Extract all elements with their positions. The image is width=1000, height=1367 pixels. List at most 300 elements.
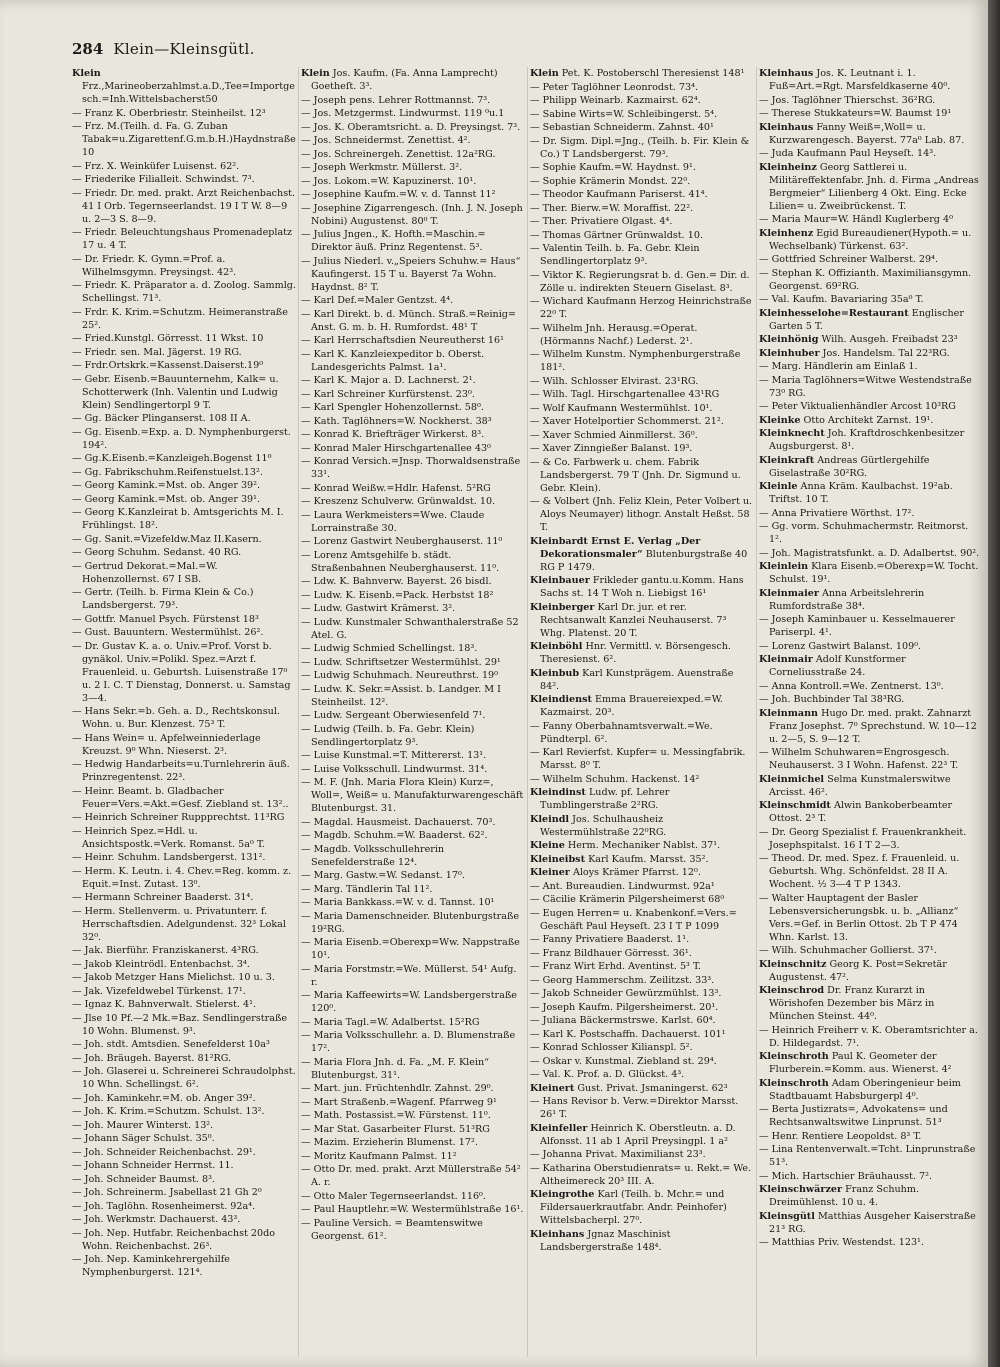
entry-text: — Joseph Kaufm. Pilgersheimerst. 20¹. (530, 1001, 719, 1013)
directory-entry (759, 121, 980, 147)
entry-surname: Kleinlein (759, 561, 809, 572)
entry-text: Frz.,Marineoberzahlmst.a.D.,Tee=Importgesch.=Inh.Wittelsbacherst50 (82, 81, 295, 105)
entry-text: — Franz Bildhauer Görresst. 36¹. (530, 947, 692, 959)
entry-surname: Kleindienst (530, 694, 592, 705)
entry-text: — Ther. Privatiere Olgast. 4⁴. (530, 216, 673, 227)
directory-entry (301, 896, 525, 909)
directory-entry (759, 560, 980, 586)
entry-text: — Xaver Hotelportier Schommerst. 21². (530, 416, 724, 427)
entry-surname: Klein (301, 68, 330, 79)
directory-entry (301, 535, 525, 548)
directory-entry (72, 120, 296, 159)
directory-entry (759, 347, 980, 360)
entry-text: — Dr. Georg Spezialist f. Frauenkrankheit. Josephspitalst. 16 I T 2—3. (759, 826, 967, 851)
entry-text: — Georg Hammerschm. Zeilitzst. 33³. (530, 974, 715, 986)
entry-text: — Lorenz Gastwirt Neuberghauserst. 11⁰ (301, 536, 503, 547)
entry-surname: Kleinschroth (759, 1077, 829, 1089)
directory-entry (301, 683, 525, 709)
directory-entry (530, 81, 754, 94)
directory-entry (301, 602, 525, 615)
entry-text: Selma Kunstmalerswitwe Arcisst. 46². (769, 773, 951, 798)
directory-entry (301, 575, 525, 588)
directory-entry (72, 825, 296, 851)
entry-text: — Juda Kaufmann Paul Heyseſt. 14³. (759, 148, 937, 159)
entry-text: — Joseph pens. Lehrer Rottmannst. 7³. (301, 94, 491, 106)
entry-text: — Konrad Versich.=Jnsp. Thorwaldsenstraße 33¹. (301, 456, 521, 480)
entry-text: — Jlse 10 Pf.—2 Mk.=Baz. Sendlingerstraße 10 Wohn. Blumenst. 9³. (72, 1012, 288, 1037)
directory-entry (72, 1038, 296, 1051)
entry-text: — Frz. X. Weinküfer Luisenst. 62². (72, 160, 240, 172)
directory-entry (530, 348, 754, 374)
entry-text: — Joh. Buchbinder Tal 38³RG. (759, 694, 905, 705)
directory-entry (759, 253, 980, 266)
entry-text: — Theodor Kaufmann Pariserst. 41⁴. (530, 189, 708, 200)
entry-text: Pet. K. Postoberschl Theresienst 148¹ (561, 68, 745, 79)
directory-entry (759, 374, 980, 400)
entry-text: — Karl K. Postschaffn. Dachauerst. 101¹ (530, 1028, 726, 1040)
entry-surname: Kleinhönig (759, 334, 819, 345)
entry-text: — Ignaz K. Bahnverwalt. Stielerst. 4¹. (72, 999, 256, 1010)
entry-surname: Kleinle (759, 481, 798, 492)
entry-text: — Konrad Maler Hirschgartenallee 43⁰ (301, 442, 491, 454)
entry-text: — Stephan K. Offizianth. Maximiliansgymn. Georgenst. 69²RG. (759, 267, 972, 292)
entry-text: — Gertr. (Teilh. b. Firma Klein & Co.) Landsbergerst. 79³. (72, 587, 254, 611)
directory-entry (759, 852, 980, 891)
entry-text: — Wilhelm Schuhwaren=Engrosgesch. Neuhauserst. 3 I Wohn. Hafenst. 22³ T. (759, 747, 959, 771)
directory-entry (301, 148, 525, 161)
directory-entry (72, 160, 296, 173)
entry-text: — Joh. Magistratsfunkt. a. D. Adalbertst. 90². (759, 547, 980, 559)
directory-entry (301, 910, 525, 936)
entry-surname: Kleiner (530, 867, 570, 878)
entry-text: — Anna Privatiere Wörthst. 17². (759, 507, 915, 519)
directory-entry (72, 173, 296, 186)
entry-text: — Therese Stukkateurs=W. Baumst 19¹ (759, 108, 952, 119)
entry-text: Alwin Bankoberbeamter Ottost. 2³ T. (769, 800, 953, 824)
entry-text: — M. F. (Jnh. Maria Flora Klein) Kurz=, Woll=, Weiß= u. Manufakturwarengeschäft Blutenburgst. 31. (301, 777, 524, 814)
directory-entry (72, 346, 296, 359)
entry-text: — Berta Justizrats=, Advokatens= und Rechtsanwaltswitwe Linprunst. 51³ (759, 1104, 948, 1128)
entry-text: — Wilhelm Kunstm. Nymphenburgerstraße 181². (530, 349, 741, 373)
entry-surname: Kleinschmidt (759, 800, 831, 811)
directory-entry (301, 308, 525, 334)
entry-surname: Kleinböhl (530, 641, 583, 652)
directory-entry (530, 375, 754, 388)
entry-text: — Jakob Kleintrödl. Entenbachst. 3⁴. (72, 958, 250, 970)
entry-text: — Wilh. Tagl. Hirschgartenallee 43¹RG (530, 389, 720, 400)
directory-entry (72, 1227, 296, 1253)
entry-text: — Wilh. Schlosser Elvirast. 23¹RG. (530, 375, 699, 387)
directory-entry (759, 107, 980, 120)
entry-text: Georg K. Post=Sekretär Augustenst. 47². (769, 958, 947, 983)
entry-text: Heinrich K. Oberstleutn. a. D. Alfonsst. 11 ab 1 April Preysingpl. 1 a² (540, 1122, 736, 1147)
directory-entry (530, 1041, 754, 1054)
directory-entry (530, 693, 754, 719)
entry-text: — Joh. Nep. Kaminkehrergehilfe Nymphenburgerst. 121⁴. (72, 1254, 230, 1278)
entry-surname: Kleinschroth (759, 1051, 829, 1062)
directory-entry (530, 1162, 754, 1188)
directory-entry (301, 1217, 525, 1243)
directory-entry (301, 348, 525, 374)
entry-text: — Georg Schuhm. Sedanst. 40 RG. (72, 547, 242, 558)
directory-entry (72, 479, 296, 492)
directory-entry (530, 429, 754, 442)
entry-text: — Jos. Schneidermst. Zenettist. 4². (301, 135, 471, 146)
directory-entry (301, 202, 525, 228)
entry-text: — Joh. Maurer Winterst. 13². (72, 1119, 214, 1131)
directory-entry (530, 1014, 754, 1027)
entry-text: — Magdb. Schuhm.=W. Baaderst. 62². (301, 830, 488, 841)
directory-entry (72, 493, 296, 506)
entry-text: — Karl K. Major a. D. Lachnerst. 2¹. (301, 375, 476, 386)
directory-entry (530, 746, 754, 772)
entry-text: Blutenburgstraße 40 RG P 1479. (540, 548, 748, 573)
entry-text: — Joh. Glaserei u. Schreinerei Schraudolphst. 10 Whn. Schellingst. 6². (72, 1066, 296, 1090)
entry-text: Joh. Kraftdroschkenbesitzer Augsburgerst. 8¹. (769, 428, 965, 452)
directory-entry (301, 294, 525, 307)
directory-entry (530, 947, 754, 960)
directory-entry (759, 1170, 980, 1183)
entry-surname: Kleinfeller (530, 1122, 588, 1134)
directory-entry (530, 1068, 754, 1081)
page-edge (988, 0, 1000, 1367)
directory-entry (72, 412, 296, 425)
entry-surname: Klein (530, 68, 559, 79)
entry-text: — Luise Kunstmal.=T. Mittererst. 13¹. (301, 750, 487, 761)
directory-entry (759, 944, 980, 957)
directory-entry (301, 989, 525, 1015)
directory-entry (530, 535, 754, 574)
directory-entry (530, 893, 754, 906)
directory-entry (301, 1096, 525, 1109)
entry-text: — Wilhelm Jnh. Herausg.=Operat. (Hörmanns Nachf.) Lederst. 2¹. (530, 322, 698, 347)
entry-text: — Katharina Oberstudienrats= u. Rekt.= We. Altheimereck 20³ III. A. (530, 1162, 752, 1187)
directory-entry (301, 1056, 525, 1082)
entry-text: Englischer Garten 5 T. (769, 307, 964, 332)
entry-text: — Lina Rentenverwalt.=Tcht. Linprunstraße 51³. (759, 1144, 976, 1168)
page-header (72, 40, 255, 62)
entry-text: — Sabine Wirts=W. Schleibingerst. 5⁴. (530, 108, 718, 120)
directory-entry (72, 1105, 296, 1118)
entry-surname: Kleinberger (530, 601, 595, 613)
directory-entry (530, 1095, 754, 1121)
directory-entry (530, 866, 754, 879)
column-divider (756, 67, 757, 1357)
entry-text: — Xaver Schmied Ainmillerst. 36⁰. (530, 429, 698, 441)
directory-entry (72, 732, 296, 758)
entry-text: — Wolf Kaufmann Westermühlst. 10¹. (530, 402, 713, 414)
column-4 (759, 67, 980, 1357)
entry-text: — Mazim. Erzieherin Blumenst. 17². (301, 1137, 478, 1148)
entry-text: Anna Kräm. Kaulbachst. 19²ab. Triftst. 10 T. (769, 481, 953, 505)
directory-entry (530, 574, 754, 600)
column-divider (298, 67, 299, 1357)
entry-text: — Philipp Weinarb. Kazmairst. 62⁴. (530, 95, 701, 106)
entry-text: — Josephine Kaufm.=W. v. d. Tannst 11² (301, 189, 496, 200)
directory-entry (759, 892, 980, 944)
page-number: 284 (72, 40, 104, 58)
entry-text: — Hans Wein= u. Apfelweinniederlage Kreuzst. 9⁰ Whn. Nieserst. 2³. (72, 732, 261, 757)
entry-text: Anna Arbeitslehrerin Rumfordstraße 38⁴. (769, 587, 925, 612)
entry-text: — Jakob Metzger Hans Mielichst. 10 u. 3. (72, 972, 275, 983)
directory-entry (759, 520, 980, 546)
directory-entry (72, 705, 296, 731)
entry-text: — Heinr. Beamt. b. Gladbacher Feuer=Vers.=Akt.=Gesf. Ziebland st. 13².. (72, 785, 289, 810)
entry-text: — Luise Volksschull. Lindwurmst. 31⁴. (301, 763, 488, 775)
directory-entry (759, 360, 980, 373)
entry-text: Gust. Privat. Jsmaningerst. 62³ (577, 1082, 728, 1094)
entry-text: Otto Architekt Zarnst. 19¹. (803, 414, 934, 426)
column-2 (301, 67, 525, 1357)
entry-text: — Joh. Schneider Reichenbachst. 29¹. (72, 1146, 256, 1158)
directory-entry (530, 813, 754, 839)
entry-text: — Frz. M.(Teilh. d. Fa. G. Zuban Tabak=u.Zigarettenf.G.m.b.H.)Haydnstraße 10 (72, 121, 296, 158)
column-divider (527, 67, 528, 1357)
directory-entry (72, 1200, 296, 1213)
entry-text: Klara Eisenb.=Oberexp=W. Tocht. Schulst. 19¹. (769, 561, 979, 585)
directory-entry (301, 482, 525, 495)
entry-text: — Herm. Stellenverm. u. Privatunterr. f. Herrschaftsdien. Adelgundenst. 32³ Lokal 32⁰. (72, 905, 286, 943)
entry-text: — Maria Tagl.=W. Adalbertst. 15²RG (301, 1016, 480, 1028)
entry-text: — Joh. Nep. Hutfabr. Reichenbachst 20do Wohn. Reichenbachst. 26³. (72, 1227, 276, 1252)
entry-text: — Hans Revisor b. Verw.=Direktor Marsst. 26¹ T. (530, 1096, 739, 1120)
entry-text: — Ther. Bierw.=W. Moraffist. 22². (530, 202, 694, 214)
directory-entry (301, 829, 525, 842)
entry-text: — Heinrich Spez.=Hdl. u. Ansichtspostk.=Verk. Romanst. 5a⁰ T. (72, 825, 265, 850)
entry-text: — Sophie Krämerin Mondst. 22⁰. (530, 175, 691, 187)
entry-surname: Kleinschrod (759, 985, 825, 996)
directory-entry (759, 693, 980, 706)
directory-entry (759, 414, 980, 427)
directory-entry (72, 1119, 296, 1132)
entry-text: — Friedr. sen. Mal. Jägerst. 19 RG. (72, 346, 242, 358)
directory-entry (301, 188, 525, 201)
directory-entry (72, 1146, 296, 1159)
entry-text: Matthias Ausgeher Kaiserstraße 21³ RG. (769, 1210, 976, 1235)
directory-entry (759, 400, 980, 413)
directory-entry (72, 67, 296, 106)
entry-text: — Hans Sekr.=b. Geh. a. D., Rechtskonsul. Wohn. u. Bur. Klenzest. 75³ T. (72, 706, 280, 730)
entry-text: — Jos. Metzgermst. Lindwurmst. 119 ⁰u.1 (301, 108, 505, 119)
entry-text: Wilh. Ausgeh. Freibadst 23³ (821, 334, 958, 345)
directory-entry (530, 388, 754, 401)
entry-text: — Viktor K. Regierungsrat b. d. Gen.= Dir. d. Zölle u. indirekten Steuern Giselast. 8³. (530, 269, 750, 294)
directory-entry (301, 1123, 525, 1136)
directory-entry (530, 175, 754, 188)
directory-entry (530, 67, 754, 80)
directory-entry (759, 267, 980, 293)
entry-text: — Ludwig (Teilh. b. Fa. Gebr. Klein) Sendlingertorplatz 9³. (301, 723, 475, 748)
entry-text: — Maria Forstmstr.=We. Müllerst. 54¹ Aufg. r. (301, 963, 517, 988)
directory-entry (72, 1253, 296, 1279)
directory-entry (530, 442, 754, 455)
entry-text: — Karl K. Kanzleiexpeditor b. Oberst. Landesgerichts Palmst. 1a¹. (301, 348, 485, 373)
directory-entry (72, 306, 296, 332)
directory-entry (301, 1163, 525, 1189)
entry-text: — Johann Säger Schulst. 35⁰. (72, 1133, 215, 1144)
entry-text: Karl Kaufm. Marsst. 35². (588, 853, 709, 865)
entry-text: — Gertrud Dekorat.=Mal.=W. Hohenzollernst. 67 I SB. (72, 560, 218, 585)
entry-surname: Kleinhesselohe=Restaurant (759, 307, 909, 319)
entry-text: — Lorenz Gastwirt Balanst. 109⁰. (759, 640, 922, 652)
entry-text: — Joseph Werkmstr. Müllerst. 3². (301, 162, 463, 173)
directory-entry (72, 1213, 296, 1226)
entry-text: — Oskar v. Kunstmal. Ziebland st. 29⁴. (530, 1055, 717, 1067)
entry-text: — Magdal. Hausmeist. Dachauerst. 70³. (301, 816, 496, 828)
directory-entry (530, 242, 754, 268)
entry-surname: Kleinbardt Ernst E. Verlag „Der Dekorationsmaler“ (530, 535, 701, 560)
entry-surname: Kleingrothe (530, 1189, 595, 1200)
directory-entry (759, 680, 980, 693)
entry-text: — Frdr. K. Krim.=Schutzm. Heimeranstraße 25². (72, 306, 288, 331)
entry-text: — Moritz Kaufmann Palmst. 11² (301, 1150, 457, 1162)
entry-text: Adam Oberingenieur beim Stadtbauamt Habsburgerpl 4⁰. (769, 1077, 961, 1102)
entry-text: — Jos. K. Oberamtsricht. a. D. Preysingst. 7³. (301, 121, 521, 133)
directory-entry (530, 880, 754, 893)
entry-text: — Maria Kaffeewirts=W. Landsbergerstraße 120⁰. (301, 990, 517, 1014)
directory-entry (72, 332, 296, 345)
directory-entry (72, 506, 296, 532)
directory-entry (301, 869, 525, 882)
entry-text: — Gg. Fabrikschuhm.Reifenstuelst.13². (72, 466, 263, 478)
entry-surname: Kleinkraft (759, 454, 815, 466)
entry-surname: Kleinhenz (759, 227, 814, 239)
directory-entry (301, 228, 525, 254)
entry-text: — Hermann Schreiner Baaderst. 31⁴. (72, 892, 254, 903)
directory-entry (301, 374, 525, 387)
entry-text: Herm. Mechaniker Nablst. 37¹. (567, 840, 721, 851)
directory-entry (301, 1082, 525, 1095)
entry-text: — Heinrich Schreiner Ruppprechtst. 11³RG (72, 812, 285, 823)
directory-entry (530, 667, 754, 693)
entry-text: — Karl Direkt. b. d. Münch. Straß.=Reinig= Anst. G. m. b. H. Rumfordst. 48¹ T (301, 308, 516, 333)
directory-entry (301, 843, 525, 869)
directory-entry (759, 507, 980, 520)
directory-entry (759, 1210, 980, 1236)
entry-text: — Otto Maler Tegernseerlandst. 116⁰. (301, 1190, 486, 1202)
directory-entry (530, 839, 754, 852)
entry-surname: Kleinknecht (759, 428, 825, 439)
entry-text: — Joh. K. Krim.=Schutzm. Schulst. 13². (72, 1106, 265, 1117)
entry-text: Emma Brauereiexped.=W. Kazmairst. 20³. (540, 694, 723, 718)
entry-surname: Kleinmichel (759, 773, 825, 785)
entry-text: Karl (Teilh. b. Mchr.= und Fildersauerkrautfabr. Andr. Peinhofer) Wittelsbacherpl. 27⁰. (540, 1189, 727, 1226)
entry-text: — Jos. Lokom.=W. Kapuzinerst. 10¹. (301, 175, 477, 187)
directory-entry (530, 1082, 754, 1095)
entry-text: Karl Kunstprägem. Auenstraße 84². (540, 667, 734, 692)
directory-entry (301, 175, 525, 188)
entry-text: — Maria Taglöhners=Witwe Westendstraße 73⁰ RG. (759, 374, 972, 399)
entry-text: Jgnaz Maschinist Landsbergerstraße 148⁴. (540, 1228, 671, 1253)
entry-text: — Konrad Weißw.=Hdlr. Hafenst. 5²RG (301, 482, 491, 494)
directory-entry (759, 613, 980, 639)
directory-entry (301, 1029, 525, 1055)
entry-text: — Jak. Bierführ. Franziskanerst. 4³RG. (72, 945, 259, 956)
entry-text: — Johanna Privat. Maximilianst 23³. (530, 1149, 706, 1160)
entry-text: — Konrad K. Briefträger Wirkerst. 8³. (301, 429, 485, 440)
entry-text: — Joseph Kaminbauer u. Kesselmauerer Pariserpl. 4¹. (759, 614, 955, 638)
directory-entry (301, 749, 525, 762)
entry-text: — Friedr. K. Präparator a. d. Zoolog. Sammlg. Schellingst. 71³. (72, 280, 296, 304)
directory-entry (301, 67, 525, 93)
entry-text: — Karl Spengler Hohenzollernst. 58⁰. (301, 402, 484, 413)
entry-text: — Matthias Priv. Westendst. 123¹. (759, 1237, 924, 1248)
directory-entry (530, 1122, 754, 1148)
entry-text: — Peter Taglöhner Leonrodst. 73⁴. (530, 81, 699, 93)
entry-text: — Anna Kontroll.=We. Zentnerst. 13⁰. (759, 680, 944, 692)
entry-text: Hugo Dr. med. prakt. Zahnarzt Franz Josephst. 7⁰ Sprechstund. W. 10—12 u. 2—5, S. 9—12 T. (769, 707, 977, 745)
entry-text: — Valentin Teilh. b. Fa. Gebr. Klein Sendlingertorplatz 9³. (530, 243, 700, 267)
directory-entry (72, 613, 296, 626)
directory-entry (301, 936, 525, 962)
directory-entry (530, 773, 754, 786)
directory-entry (72, 373, 296, 412)
entry-text: Jos. Kaufm. (Fa. Anna Lamprecht) Goetheſt. 3³. (311, 68, 498, 92)
entry-surname: Kleinschnitz (759, 958, 827, 970)
entry-text: — Friedr. Dr. med. prakt. Arzt Reichenbachst. 41 I Orb. Tegernseerlandst. 19 I T W. 8—9 u. 2—3 S. 8—9. (72, 187, 296, 225)
entry-text: — Kreszenz Schulverw. Grünwaldst. 10. (301, 496, 496, 507)
entry-text: — Georg Kamink.=Mst. ob. Anger 39¹. (72, 493, 261, 505)
directory-entry (301, 642, 525, 655)
entry-text: Fanny Weiß=,Woll= u. Kurzwarengesch. Bayerst. 77a⁰ Lab. 87. (769, 121, 965, 146)
directory-entry (530, 907, 754, 933)
directory-entry (301, 428, 525, 441)
entry-text: — Dr. Sigm. Dipl.=Jng., (Teilh. b. Fir. Klein & Co.) T Landsbergerst. 79³. (530, 135, 750, 160)
directory-entry (301, 1109, 525, 1122)
directory-entry (530, 269, 754, 295)
directory-entry (759, 161, 980, 213)
entry-text: — Sebastian Schneiderm. Zahnst. 40¹ (530, 122, 714, 133)
directory-entry (759, 958, 980, 984)
entry-text: — Gg. Bäcker Plinganserst. 108 II A. (72, 413, 251, 424)
entry-text: — Heinr. Schuhm. Landsbergerst. 131². (72, 852, 266, 863)
directory-entry (530, 229, 754, 242)
directory-entry (530, 161, 754, 174)
directory-entry (301, 1190, 525, 1203)
entry-text: — Joh. Schreinerm. Jsabellast 21 Gh 2⁰ (72, 1187, 262, 1198)
entry-text: Adolf Kunstformer Corneliusstraße 24. (769, 654, 906, 678)
entry-text: — Ldw. K. Bahnverw. Bayerst. 26 bisdl. (301, 576, 492, 587)
page-title: Klein—Kleinsgütl. (113, 40, 255, 58)
directory-entry (72, 758, 296, 784)
entry-text: — Theod. Dr. med. Spez. f. Frauenleid. u. Geburtsh. Whg. Schönfeldst. 28 II A. Wochent. ½ 3—4 T P 1343. (759, 853, 960, 890)
entry-text: — Ludwig Schuhmach. Neureuthrst. 19⁰ (301, 670, 498, 681)
entry-text: — Georg K.Kanzleirat b. Amtsgerichts M. I. Frühlingst. 18². (72, 507, 284, 531)
directory-entry (759, 293, 980, 306)
directory-entry (72, 1132, 296, 1145)
entry-text: — Marg. Gastw.=W. Sedanst. 17⁰. (301, 870, 465, 881)
directory-entry (530, 1188, 754, 1227)
entry-text: — Josephine Zigarrengesch. (Inh. J. N. Joseph Nobini) Augustenst. 80⁰ T. (301, 202, 523, 227)
entry-text: — Julius Jngen., K. Hofth.=Maschin.= Direktor äuß. Prinz Regentenst. 5³. (301, 229, 486, 253)
entry-surname: Kleinert (530, 1082, 575, 1094)
entry-text: Frikleder gantu.u.Komm. Hans Sachs st. 14 T Woh n. Liebigst 16¹ (540, 575, 744, 599)
directory-entry (759, 307, 980, 333)
entry-text: Hnr. Vermittl. v. Börsengesch. Theresienst. 6². (540, 641, 731, 665)
directory-entry (72, 865, 296, 891)
entry-text: — Gebr. Eisenb.=Bauunternehm, Kalk= u. Schotterwerk (Inh. Valentin und Ludwig Klein) Sendlingertorpl 9 T. (72, 373, 279, 411)
entry-text: — Joh. Taglöhn. Rosenheimerst. 92a⁴. (72, 1200, 256, 1212)
directory-entry (301, 549, 525, 575)
directory-entry (301, 388, 525, 401)
directory-entry (759, 94, 980, 107)
directory-entry (301, 1016, 525, 1029)
entry-text: — Georg Kamink.=Mst. ob. Anger 39². (72, 480, 261, 491)
entry-text: Dr. Franz Kurarzt in Wörishofen Dezember bis März in München Steinst. 44⁰. (769, 985, 935, 1022)
entry-text: — Mich. Hartschier Bräuhausst. 7². (759, 1170, 932, 1182)
directory-entry (759, 1143, 980, 1169)
directory-entry (301, 669, 525, 682)
